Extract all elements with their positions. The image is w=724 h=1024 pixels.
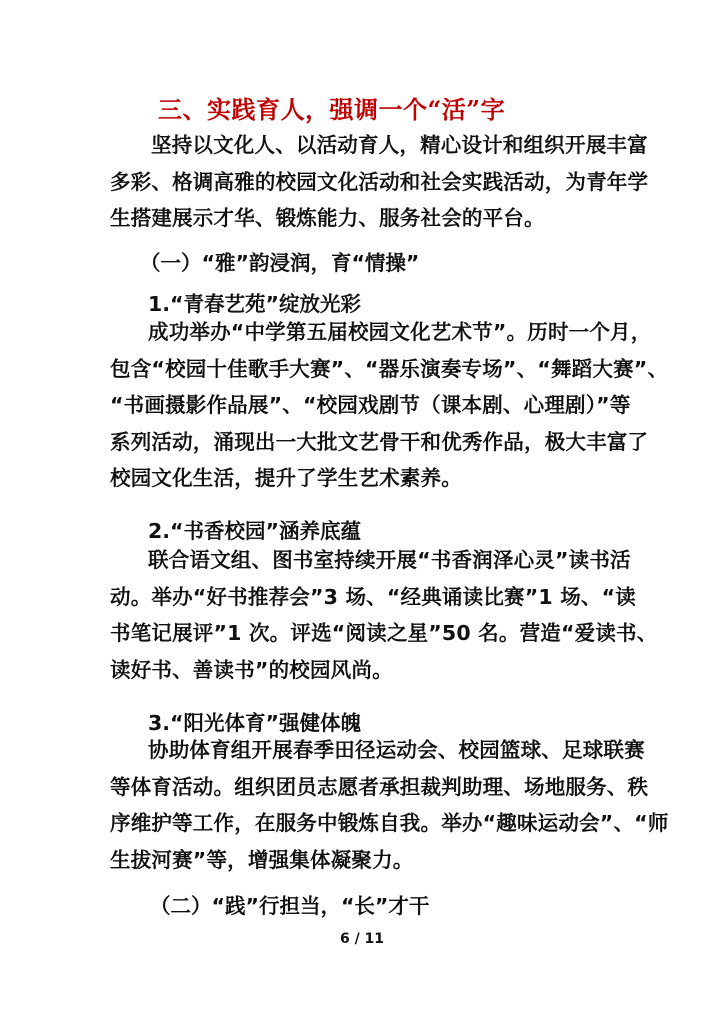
item-paragraph bbox=[110, 732, 669, 878]
paragraph-line: 书笔记展评”1 次。评选“阅读之星”50 名。营造“爱读书、 bbox=[110, 621, 658, 645]
paragraph-line: 系列活动，涌现出一大批文艺骨干和优秀作品，极大丰富了 bbox=[110, 429, 649, 454]
section-heading: 三、实践育人，强调一个“活”字 bbox=[158, 95, 506, 124]
paragraph-line: 联合语文组、图书室持续开展“书香润泽心灵”读书活 bbox=[148, 548, 631, 572]
paragraph-line: 读好书、善读书”的校园风尚。 bbox=[110, 657, 393, 682]
subsection-title: （一）“雅”韵浸润，育“情操” bbox=[140, 251, 420, 275]
item-title: 1.“青春艺苑”绽放光彩 bbox=[148, 292, 361, 316]
item-paragraph bbox=[110, 542, 658, 688]
paragraph-line: 生搭建展示才华、锻炼能力、服务社会的平台。 bbox=[110, 206, 545, 230]
paragraph-line: 包含“校园十佳歌手大赛”、“器乐演奏专场”、“舞蹈大赛”、 bbox=[110, 356, 669, 381]
page-number: 6 / 11 bbox=[339, 931, 385, 947]
paragraph-line: 序维护等工作，在服务中锻炼自我。举办“趣味运动会”、“师 bbox=[110, 811, 669, 835]
paragraph-line: 等体育活动。组织团员志愿者承担裁判助理、场地服务、秩 bbox=[110, 774, 649, 799]
item-title: 2.“书香校园”涵养底蕴 bbox=[148, 519, 361, 543]
item-paragraph bbox=[110, 314, 669, 497]
paragraph-line: 生拔河赛”等，增强集体凝聚力。 bbox=[110, 847, 414, 872]
paragraph-line: 坚持以文化人、以活动育人，精心设计和组织开展丰富 bbox=[151, 133, 648, 157]
paragraph-line: “书画摄影作品展”、“校园戏剧节（课本剧、心理剧）”等 bbox=[110, 393, 631, 417]
subsection-title: （二）“践”行担当，“长”才干 bbox=[150, 894, 430, 918]
paragraph-line: 协助体育组开展春季田径运动会、校园篮球、足球联赛 bbox=[148, 738, 645, 762]
paragraph-line: 动。举办“好书推荐会”3 场、“经典诵读比赛”1 场、“读 bbox=[110, 584, 636, 609]
paragraph-line: 校园文化生活，提升了学生艺术素养。 bbox=[110, 466, 462, 490]
paragraph-line: 多彩、格调高雅的校园文化活动和社会实践活动，为青年学 bbox=[110, 169, 649, 194]
item-title: 3.“阳光体育”强健体魄 bbox=[148, 711, 361, 735]
intro-paragraph bbox=[110, 127, 649, 237]
paragraph-line: 成功举办“中学第五届校园文化艺术节”。历时一个月， bbox=[148, 320, 652, 344]
